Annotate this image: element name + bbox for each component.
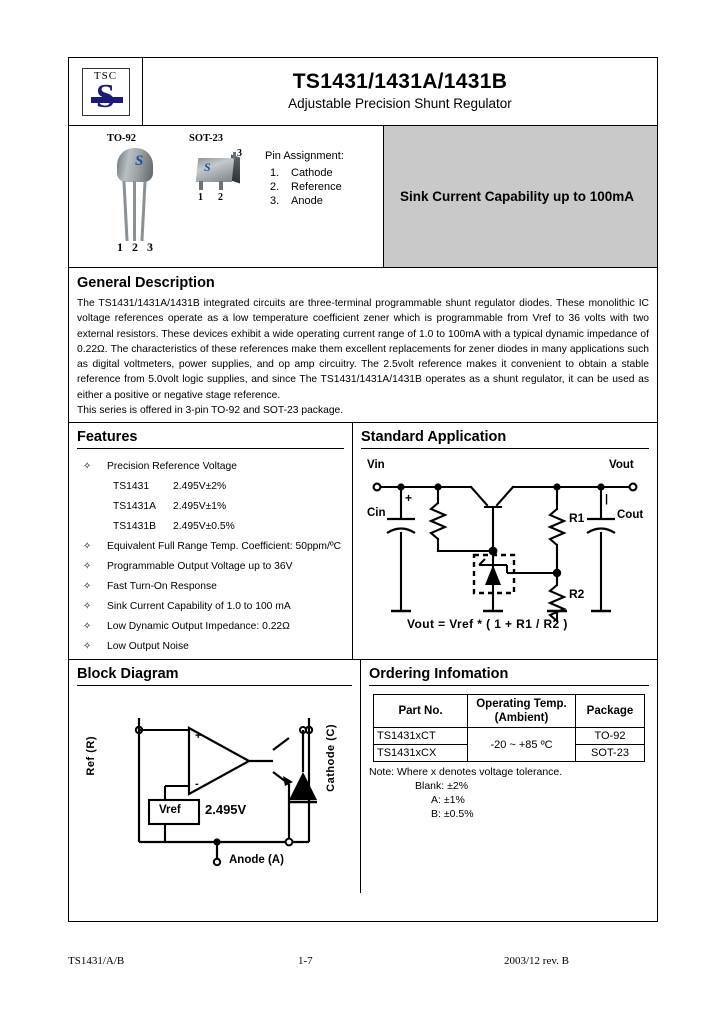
vout-label: Vout (609, 459, 634, 472)
ordering-note (369, 765, 649, 821)
ref-pin-label: Ref (R) (85, 736, 97, 776)
page-frame (68, 57, 658, 922)
to92-logo-mark: S (135, 153, 144, 169)
pin-name: Reference (291, 181, 342, 193)
pin-number: 1. (270, 167, 280, 179)
to92-package-icon (107, 148, 167, 260)
feature-label: Low Output Noise (107, 641, 189, 653)
cin-polarity-plus: + (405, 491, 413, 506)
logo-bar-icon (91, 97, 123, 103)
note-line-3: A: ±1% (431, 794, 465, 807)
list-item (77, 577, 344, 597)
voltage-grade-row (77, 477, 344, 497)
bias-resistor-icon (431, 503, 445, 539)
logo-tsc-text: TSC (93, 69, 118, 82)
zener-icon (289, 734, 317, 802)
to92-lead-3 (140, 181, 146, 241)
pin-assignment (265, 150, 344, 208)
block-diagram-svg (77, 690, 353, 880)
diamond-bullet-icon: ✧ (83, 641, 92, 653)
feature-banner (384, 126, 657, 267)
pin-number: 3. (270, 195, 280, 207)
diamond-bullet-icon: ✧ (83, 581, 92, 593)
ordering-information-section (361, 660, 657, 893)
features-section (69, 423, 353, 659)
general-description-body2: This series is offered in 3-pin TO-92 and SOT-23 package. (77, 405, 344, 417)
to92-lead-2 (133, 181, 136, 241)
diamond-bullet-icon: ✧ (83, 461, 92, 473)
pin-number: 2. (270, 181, 280, 193)
cell-package: SOT-23 (576, 745, 645, 762)
cell-package: TO-92 (576, 728, 645, 745)
cell-part-no (374, 728, 468, 745)
diamond-bullet-icon: ✧ (83, 601, 92, 613)
ordering-information-table (373, 694, 645, 762)
sot23-package-icon (189, 150, 255, 210)
feature-banner-text: Sink Current Capability up to 100mA (400, 189, 635, 204)
tsc-logo (82, 68, 130, 116)
sot23-lead-1 (199, 181, 203, 190)
cout-polarity-minus: | (605, 493, 609, 506)
sot23-label: SOT-23 (189, 133, 224, 144)
diamond-bullet-icon: ✧ (83, 621, 92, 633)
package-illustrations (69, 126, 384, 267)
vin-label: Vin (367, 459, 385, 472)
general-description-section (69, 268, 657, 423)
list-item (77, 597, 344, 617)
cin-capacitor-icon (387, 519, 415, 533)
features-list (77, 457, 344, 477)
sot23-lead-3 (233, 152, 236, 159)
footer-revision: 2003/12 rev. B (504, 955, 569, 967)
list-item (77, 637, 344, 657)
features-list-continued (77, 537, 344, 657)
col-header-operating-temp (468, 695, 576, 728)
footer-part-number: TS1431/A/B (68, 955, 125, 967)
sot23-pin-1-number: 1 (198, 192, 203, 203)
ordering-information-heading: Ordering Infomation (369, 666, 649, 686)
diamond-bullet-icon: ✧ (83, 561, 92, 573)
header-title-cell (143, 58, 657, 125)
anode-terminal (214, 859, 220, 865)
voltage-grade-part: TS1431B (113, 521, 156, 533)
feature-label: Fast Turn-On Response (107, 581, 217, 593)
to92-pin-numbers: 1 2 3 (117, 240, 156, 254)
page-subtitle: Adjustable Precision Shunt Regulator (288, 96, 512, 111)
block-diagram-section (69, 660, 361, 893)
col-header-temp-line2: (Ambient) (494, 712, 549, 725)
features-application-row (69, 423, 657, 660)
table-row (265, 180, 342, 194)
col-header-package: Package (576, 695, 645, 728)
list-item (77, 457, 344, 477)
sot23-pin-2-number: 2 (218, 192, 223, 203)
voltage-grade-value: 2.495V±2% (173, 481, 227, 493)
table-row (265, 166, 342, 180)
block-diagram-figure (77, 690, 352, 880)
standard-application-heading: Standard Application (361, 429, 649, 449)
voltage-grade-value: 2.495V±1% (173, 501, 227, 513)
part-no-value: TS1431xCX (377, 747, 437, 760)
standard-application-section (353, 423, 657, 659)
voltage-grade-value: 2.495V±0.5% (173, 521, 235, 533)
blockdiagram-ordering-row (69, 660, 657, 893)
r1-resistor-icon (550, 509, 564, 545)
features-heading: Features (77, 429, 344, 449)
cell-part-no (374, 745, 468, 762)
feature-label: Equivalent Full Range Temp. Coefficient: 50ppm/ºC (107, 541, 342, 553)
document-header (69, 58, 657, 126)
application-circuit-svg (361, 453, 649, 638)
pin-assignment-table (265, 166, 342, 208)
page-title: TS1431/1431A/1431B (292, 70, 508, 93)
table-row (374, 728, 645, 745)
voltage-grade-part: TS1431 (113, 481, 150, 493)
to92-lead-1 (122, 181, 128, 241)
cout-capacitor-icon (587, 519, 615, 533)
vref-value-label: 2.495V (205, 802, 247, 818)
pin-name: Cathode (291, 167, 333, 179)
transistor-arrow-icon (283, 776, 293, 786)
shunt-diode-icon (485, 565, 501, 585)
table-header-row (374, 695, 645, 728)
cin-label: Cin (367, 507, 386, 520)
block-diagram-heading: Block Diagram (77, 666, 352, 686)
application-formula: Vout = Vref * ( 1 + R1 / R2 ) (407, 617, 568, 632)
voltage-grade-row (77, 517, 344, 537)
logo-cell (69, 58, 143, 125)
application-circuit-diagram (361, 453, 649, 643)
to92-label: TO-92 (107, 133, 136, 144)
junction-dots (397, 484, 604, 578)
vref-box-label: Vref (159, 804, 181, 817)
general-description-heading: General Description (77, 275, 215, 291)
table-row (265, 194, 342, 208)
voltage-grade-part: TS1431A (113, 501, 156, 513)
list-item (77, 557, 344, 577)
feature-label: Programmable Output Voltage up to 36V (107, 561, 293, 573)
voltage-grade-row (77, 497, 344, 517)
opamp-minus-label: - (195, 778, 199, 791)
footer-page-number: 1-7 (298, 955, 313, 967)
pin-assignment-title: Pin Assignment: (265, 150, 344, 162)
note-line-4: B: ±0.5% (431, 808, 474, 821)
list-item (77, 537, 344, 557)
feature-label: Low Dynamic Output Impedance: 0.22Ω (107, 621, 290, 633)
sot23-body (196, 158, 235, 182)
cout-label: Cout (617, 509, 644, 522)
r2-label: R2 (569, 587, 585, 602)
feature-label: Precision Reference Voltage (107, 461, 237, 473)
sot23-lead-2 (219, 181, 223, 190)
col-header-part-no: Part No. (374, 695, 468, 728)
package-banner-row (69, 126, 657, 268)
diamond-bullet-icon: ✧ (83, 541, 92, 553)
r1-label: R1 (569, 511, 585, 526)
note-line-2: Blank: ±2% (415, 780, 469, 793)
page-footer (68, 955, 658, 967)
general-description-body: The TS1431/1431A/1431B integrated circuits are three-terminal programmable shunt regulator diodes. These monolithic IC voltage references operate as a low temperature coefficient zener which is programmable from Vref to 36 volts with two external resistors. These devices exhibit a wide operating current range of 1.0 to 100mA with a typical dynamic impedance of 0.22Ω. The characteristics of these references make them excellent replacements for zener diodes in many applications such as digital voltmeters, power supplies, and op amp circuitry. The 2.5volt reference makes it convenient to obtain a stable reference from 5.0volt logic supplies, and since The TS1431/1431A/1431B operates as a shunt regulator, it can be used as either a positive or negative stage reference. (77, 298, 649, 401)
anode-pin-label: Anode (A) (229, 854, 284, 867)
part-no-value: TS1431xCT (377, 730, 436, 743)
cell-operating-temp: -20 ~ +85 ºC (468, 728, 576, 762)
to92-body (117, 148, 153, 182)
opamp-plus-label: + (195, 730, 202, 743)
cathode-pin-label: Cathode (C) (325, 724, 337, 793)
pin-name: Anode (291, 195, 323, 207)
sot23-logo-mark: S (204, 160, 211, 174)
sot23-pin-3-number: 3 (237, 148, 242, 159)
col-header-temp-line1: Operating Temp. (476, 698, 567, 711)
list-item (77, 617, 344, 637)
feature-label: Sink Current Capability of 1.0 to 100 mA (107, 601, 291, 613)
note-line-1: Note: Where x denotes voltage tolerance. (369, 766, 563, 779)
